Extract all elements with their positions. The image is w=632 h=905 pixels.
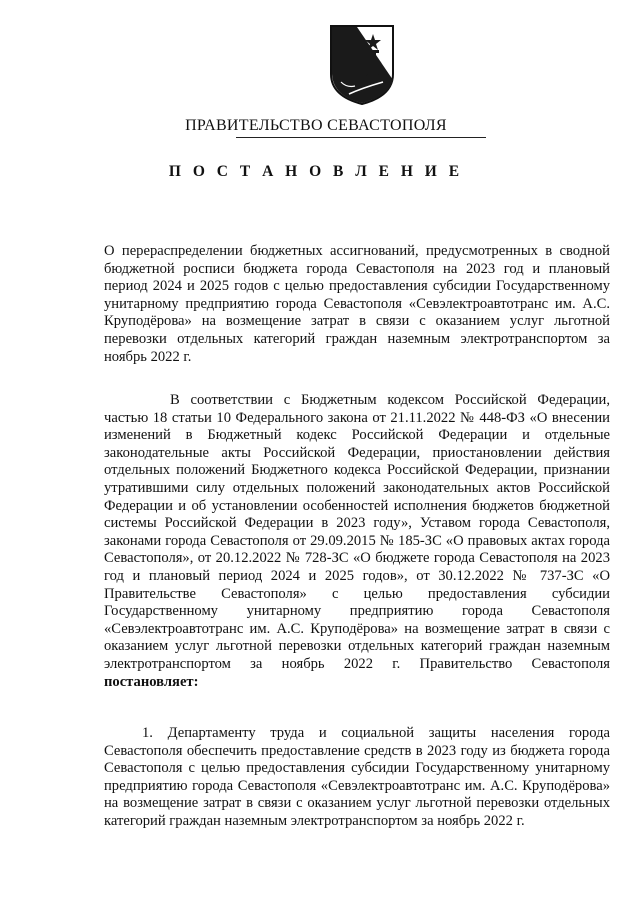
- list-item: 1. Департаменту труда и социальной защиты населения города Севастополя обеспечить предоставление средств в 2023 году из бюджета города Севастополя с целью предоставления субсидии Государственному унитарному предприятию города Севастополя «Севэлектроавтотранс им. А.С. Круподёрова» на возмещение затрат в связи с оказанием услуг льготной перевозки отдельных категорий граждан наземным электротранспортом за ноябрь 2022 г.: [104, 725, 610, 829]
- preamble-text: В соответствии с Бюджетным кодексом Российской Федерации, частью 18 статьи 10 Федерального закона от 21.11.2022 № 448-ФЗ «О внесении изменений в Бюджетный кодекс Российской Федерации и отдельные законодательные акты Российской Федерации, приостановлении действия отдельных положений Бюджетного кодекса Российской Федерации, признании утратившими силу отдельных положений законодательных актов Российской Федерации и об установлении особенностей исполнения бюджетов бюджетной системы Российской Федерации в 2023 году», Уставом города Севастополя, законами города Севастополя от 29.09.2015 № 185-ЗС «О правовых актах города Севастополя», от 20.12.2022 № 728-ЗС «О бюджете города Севастополя на 2023 год и плановый период 2024 и 2025 годов», от 30.12.2022 № 737-ЗС «О Правительстве Севастополя» с целью предоставления субсидии Государственному унитарному предприятию города Севастополя «Севэлектроавтотранс им. А.С. Круподёрова» на возмещение затрат в связи с оказанием услуг льготной перевозки отдельных категорий граждан наземным электротранспортом за ноябрь 2022 г. Правительство Севастополя: [104, 392, 610, 672]
- organization-name: ПРАВИТЕЛЬСТВО СЕВАСТОПОЛЯ: [185, 117, 447, 134]
- document-type: П О С Т А Н О В Л Е Н И Е: [168, 163, 464, 180]
- organization-underline: [236, 137, 486, 138]
- resolves-word: постановляет:: [104, 673, 199, 690]
- document-title: О перераспределении бюджетных ассигнований, предусмотренных в сводной бюджетной росписи бюджета города Севастополя на 2023 год и плановый период 2024 и 2025 годов с целью предоставления субсидии Государственному унитарному предприятию города Севастополя «Севэлектроавтотранс им. А.С. Круподёрова» на возмещение затрат в связи с оказанием услуг льготной перевозки отдельных категорий граждан наземным электротранспортом за ноябрь 2022 г.: [104, 243, 610, 365]
- coat-of-arms-icon: [323, 22, 401, 106]
- preamble-paragraph: [104, 392, 610, 691]
